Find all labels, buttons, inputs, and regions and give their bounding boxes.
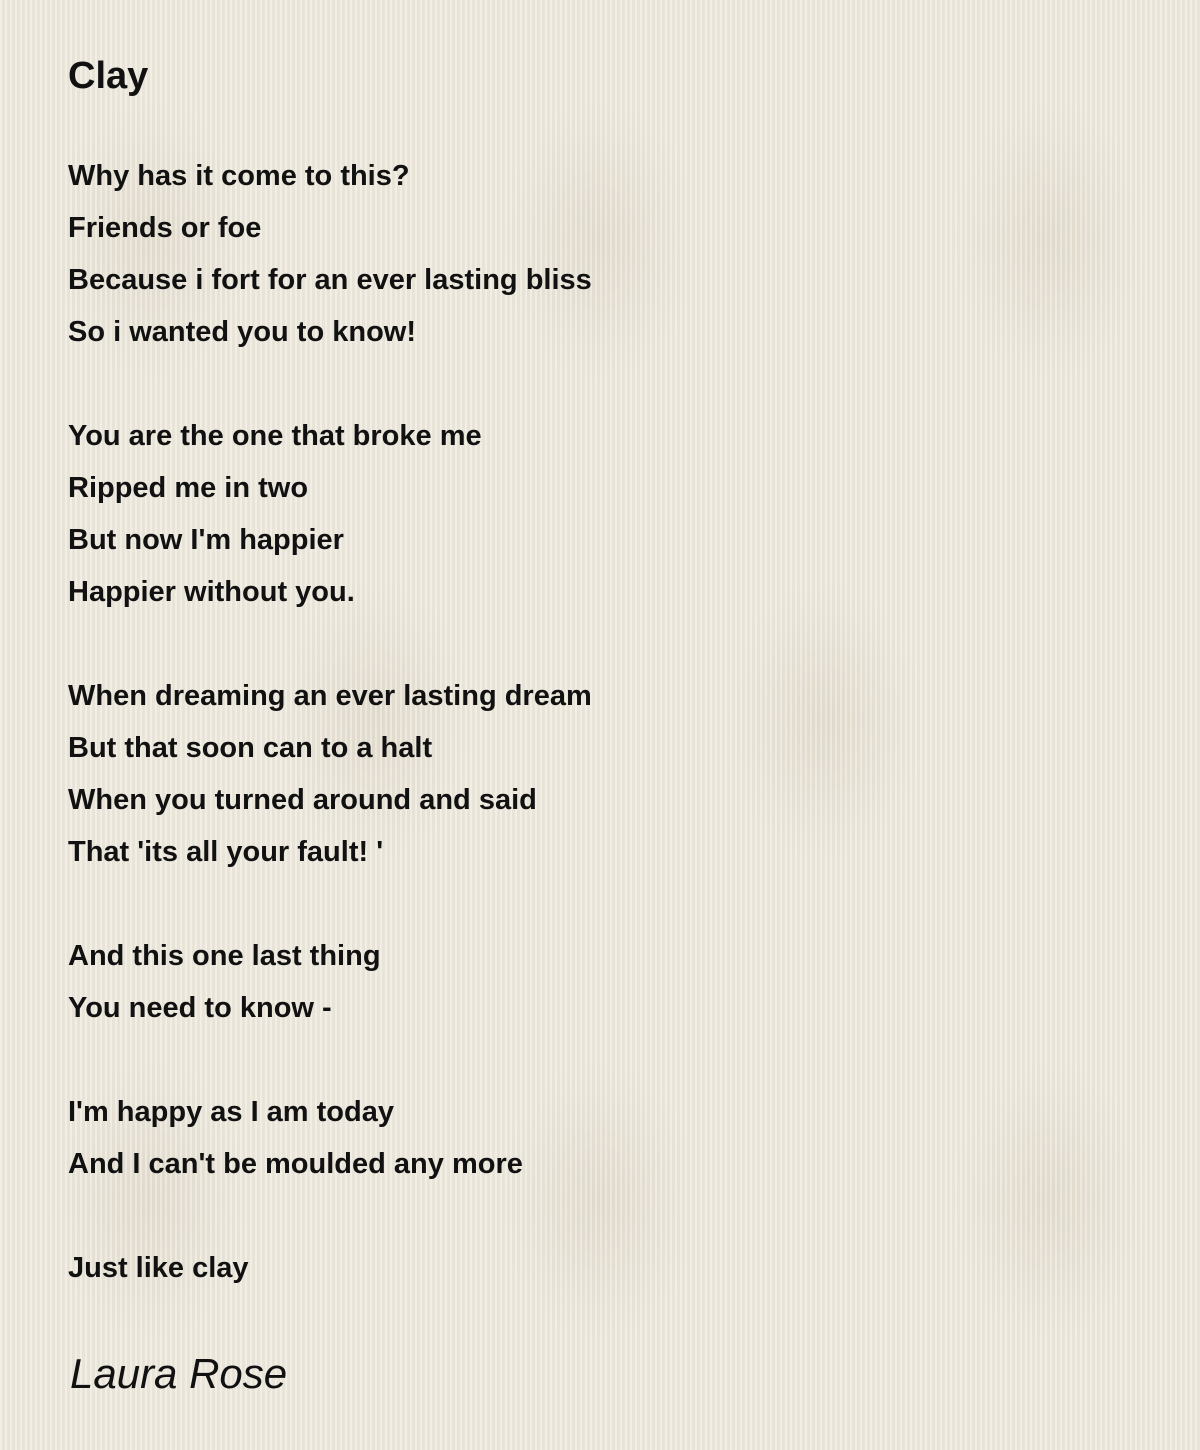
- poem-line: Just like clay: [68, 1252, 249, 1284]
- stanza-5: [68, 1086, 1148, 1190]
- poem-line: That 'its all your fault! ': [68, 836, 384, 868]
- poem-line: You need to know -: [68, 992, 332, 1024]
- poem-line: Ripped me in two: [68, 472, 309, 504]
- stanza-2: [68, 410, 1148, 618]
- poem-line: Because i fort for an ever lasting bliss: [68, 264, 592, 296]
- poem-line: Friends or foe: [68, 212, 262, 244]
- poem-line: But now I'm happier: [68, 524, 344, 556]
- poem-line: Happier without you.: [68, 576, 355, 608]
- poem-line: When you turned around and said: [68, 784, 537, 816]
- poem-author: Laura Rose: [70, 1350, 288, 1397]
- poem-line: And this one last thing: [68, 940, 381, 972]
- poem-body: [68, 150, 1148, 1346]
- poem-line: So i wanted you to know!: [68, 316, 416, 348]
- poem-line: Why has it come to this?: [68, 160, 410, 192]
- poem-line: And I can't be moulded any more: [68, 1148, 523, 1180]
- stanza-3: [68, 670, 1148, 878]
- poem-line: When dreaming an ever lasting dream: [68, 680, 592, 712]
- stanza-4: [68, 930, 1148, 1034]
- poem-line: But that soon can to a halt: [68, 732, 433, 764]
- stanza-6: [68, 1242, 1148, 1294]
- stanza-1: [68, 150, 1148, 358]
- poem-line: You are the one that broke me: [68, 420, 482, 452]
- poem-title: Clay: [68, 55, 149, 97]
- poem-line: I'm happy as I am today: [68, 1096, 394, 1128]
